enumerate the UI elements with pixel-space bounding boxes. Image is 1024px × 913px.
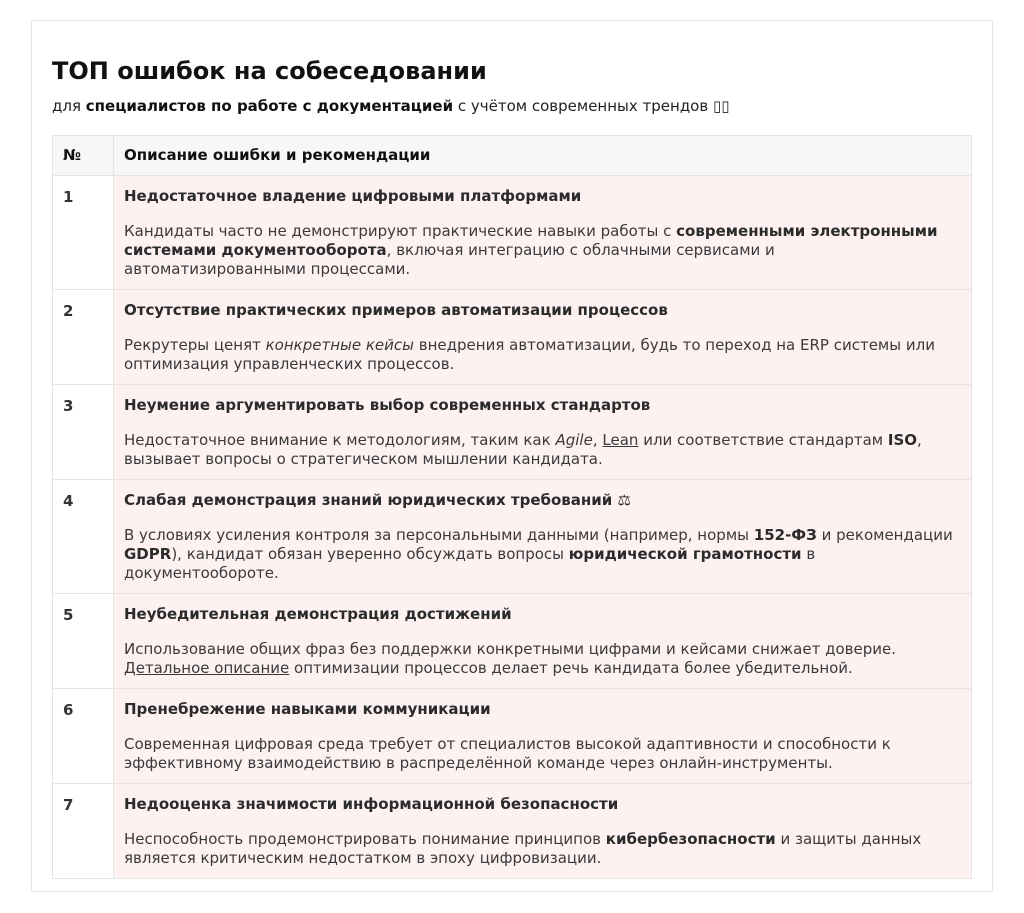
row-number: 4 <box>53 480 114 594</box>
errors-table <box>52 135 972 879</box>
error-text: Недостаточное внимание к методологиям, таким как Agile, Lean или соответствие стандартам ISO, вызывает вопросы о стратегическом мышлении кандидата. <box>124 431 922 468</box>
row-description <box>114 480 972 594</box>
document-card <box>31 20 993 892</box>
row-number: 7 <box>53 784 114 879</box>
emphasis: ISO <box>887 431 918 449</box>
column-header-number: № <box>53 136 114 176</box>
row-description <box>114 290 972 385</box>
table-row <box>53 480 972 594</box>
emphasis: GDPR <box>124 545 172 563</box>
error-text: Неспособность продемонстрировать понимание принципов кибербезопасности и защиты данных является критическим недостатком в эпоху цифровизации. <box>124 830 922 867</box>
error-title: Слабая демонстрация знаний юридических требований ⚖ <box>124 491 631 509</box>
table-row <box>53 784 972 879</box>
row-description <box>114 784 972 879</box>
error-title: Неумение аргументировать выбор современных стандартов <box>124 396 651 414</box>
emphasis: Agile <box>555 431 593 449</box>
table-row <box>53 385 972 480</box>
row-number: 3 <box>53 385 114 480</box>
error-text: Рекрутеры ценят конкретные кейсы внедрения автоматизации, будь то переход на ERP системы или оптимизация управленческих процессов. <box>124 336 935 373</box>
error-title: Отсутствие практических примеров автоматизации процессов <box>124 301 668 319</box>
emphasis: кибербезопасности <box>605 830 776 848</box>
emphasis: конкретные кейсы <box>265 336 414 354</box>
table-row <box>53 594 972 689</box>
row-description <box>114 385 972 480</box>
emphasis: Lean <box>602 431 639 449</box>
table-row <box>53 176 972 290</box>
emphasis: 152-ФЗ <box>753 526 817 544</box>
subtitle-suffix: с учётом современных трендов <box>457 97 709 115</box>
error-title: Пренебрежение навыками коммуникации <box>124 700 491 718</box>
emphasis: современными электронными системами документооборота <box>124 222 938 259</box>
row-description <box>114 594 972 689</box>
row-number: 5 <box>53 594 114 689</box>
row-description <box>114 689 972 784</box>
row-number: 6 <box>53 689 114 784</box>
emphasis: Детальное описание <box>124 659 290 677</box>
error-text: Кандидаты часто не демонстрируют практические навыки работы с современными электронными системами документооборота, включая интеграцию с облачными сервисами и автоматизированными процессами. <box>124 222 938 278</box>
error-title: Недооценка значимости информационной безопасности <box>124 795 619 813</box>
error-title: Недостаточное владение цифровыми платформами <box>124 187 582 205</box>
table-row <box>53 290 972 385</box>
table-header-row <box>53 136 972 176</box>
error-text: Использование общих фраз без поддержки конкретными цифрами и кейсами снижает доверие. Детальное описание оптимизации процессов делает речь кандидата более убедительной. <box>124 640 896 677</box>
emphasis: юридической грамотности <box>568 545 802 563</box>
column-header-description: Описание ошибки и рекомендации <box>114 136 972 176</box>
page-title: ТОП ошибок на собеседовании <box>52 57 487 85</box>
error-text: В условиях усиления контроля за персональными данными (например, нормы 152-ФЗ и рекомендации GDPR), кандидат обязан уверенно обсуждать вопросы юридической грамотности в документообороте. <box>124 526 953 582</box>
subtitle-prefix: для <box>52 97 81 115</box>
subtitle-emoji: ▯▯ <box>712 97 730 115</box>
row-number: 1 <box>53 176 114 290</box>
row-description <box>114 176 972 290</box>
error-text: Современная цифровая среда требует от специалистов высокой адаптивности и способности к эффективному взаимодействию в распределённой команде через онлайн-инструменты. <box>124 735 891 772</box>
table-row <box>53 689 972 784</box>
subtitle-highlight: специалистов по работе с документацией <box>85 97 454 115</box>
page-subtitle <box>52 97 730 115</box>
row-number: 2 <box>53 290 114 385</box>
error-title: Неубедительная демонстрация достижений <box>124 605 512 623</box>
